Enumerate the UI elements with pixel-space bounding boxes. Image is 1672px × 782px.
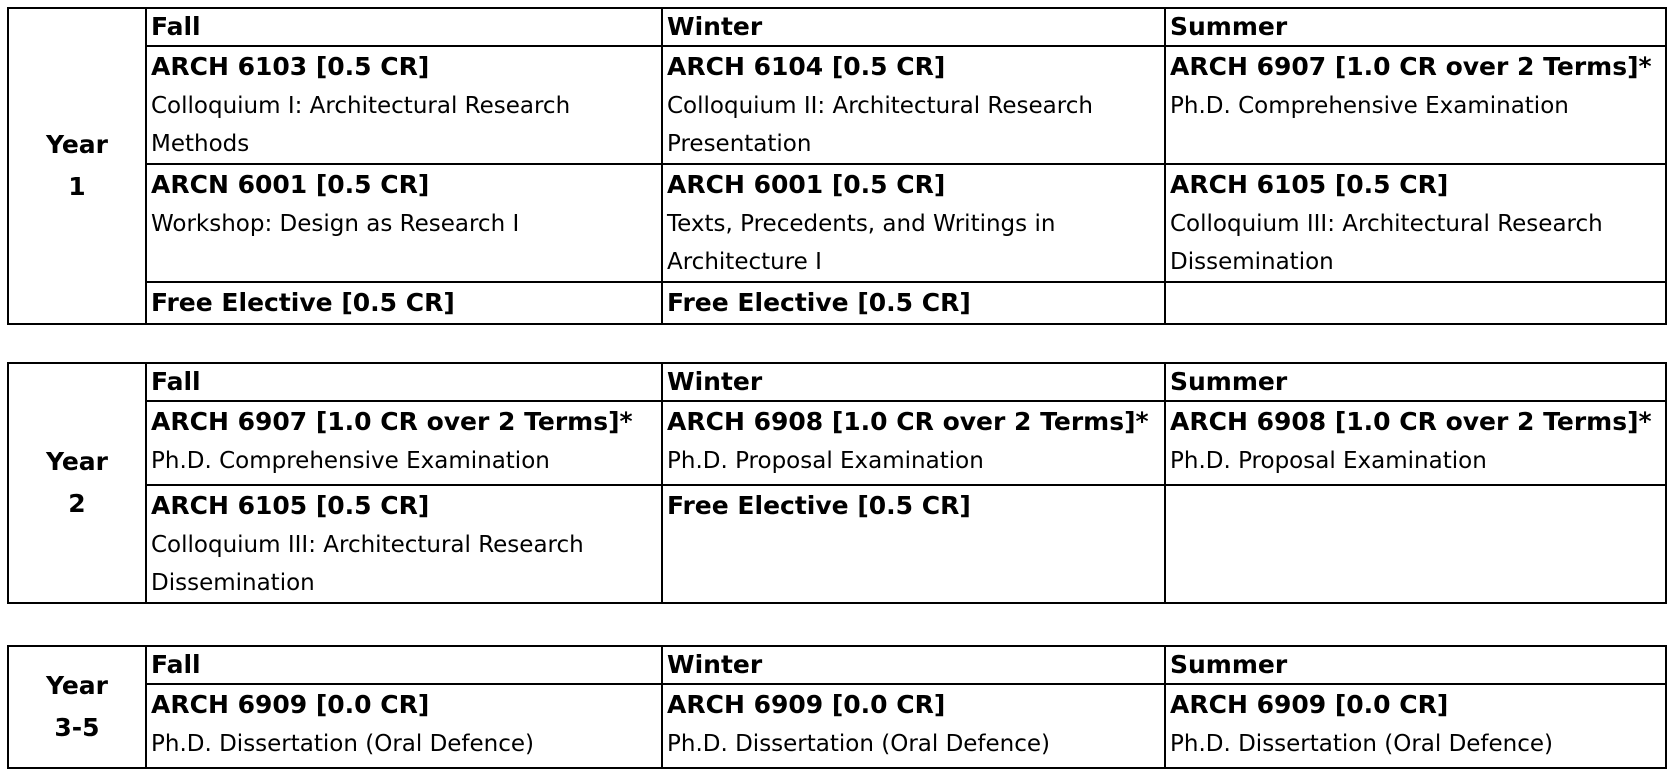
year-word: Year — [46, 671, 108, 700]
course-title: Ph.D. Comprehensive Examination — [151, 448, 550, 474]
course-cell — [662, 164, 1165, 282]
course-title: Ph.D. Dissertation (Oral Defence) — [667, 731, 1051, 757]
year-label — [8, 646, 146, 768]
course-title: Colloquium III: Architectural Research Dissemination — [151, 532, 584, 596]
course-cell — [662, 485, 1165, 603]
term-header-summer: Summer — [1165, 363, 1666, 401]
course-cell — [146, 485, 662, 603]
course-cell — [146, 164, 662, 282]
course-code: Free Elective [0.5 CR] — [667, 288, 971, 317]
empty-cell — [1165, 282, 1666, 324]
course-code: ARCH 6909 [0.0 CR] — [1170, 690, 1449, 719]
year-word: Year — [46, 447, 108, 476]
year-label — [8, 363, 146, 603]
empty-cell — [1165, 485, 1666, 603]
course-code: ARCH 6909 [0.0 CR] — [151, 690, 430, 719]
course-cell — [662, 282, 1165, 324]
course-cell — [662, 401, 1165, 485]
course-code: ARCH 6909 [0.0 CR] — [667, 690, 946, 719]
year-3-5-schedule-table — [7, 645, 1667, 769]
year-number: 2 — [68, 489, 86, 518]
course-row — [8, 485, 1666, 603]
course-code: ARCN 6001 [0.5 CR] — [151, 170, 430, 199]
term-header-winter: Winter — [662, 8, 1165, 46]
course-title: Ph.D. Comprehensive Examination — [1170, 93, 1569, 119]
term-header-summer: Summer — [1165, 8, 1666, 46]
course-code: ARCH 6908 [1.0 CR over 2 Terms]* — [1170, 407, 1652, 436]
course-cell — [662, 684, 1165, 768]
term-header-summer: Summer — [1165, 646, 1666, 684]
year-number: 3-5 — [54, 713, 100, 742]
course-code: ARCH 6104 [0.5 CR] — [667, 52, 946, 81]
course-row — [8, 46, 1666, 164]
year-2-schedule-table — [7, 362, 1667, 604]
course-cell — [1165, 164, 1666, 282]
course-code: Free Elective [0.5 CR] — [667, 491, 971, 520]
course-cell — [662, 46, 1165, 164]
course-code: ARCH 6105 [0.5 CR] — [151, 491, 430, 520]
course-cell — [146, 282, 662, 324]
course-title: Colloquium III: Architectural Research Dissemination — [1170, 211, 1603, 275]
course-title: Ph.D. Proposal Examination — [667, 448, 984, 474]
course-cell — [146, 46, 662, 164]
course-code: ARCH 6103 [0.5 CR] — [151, 52, 430, 81]
course-code: ARCH 6907 [1.0 CR over 2 Terms]* — [1170, 52, 1652, 81]
course-code: ARCH 6001 [0.5 CR] — [667, 170, 946, 199]
term-header-fall: Fall — [146, 646, 662, 684]
course-row — [8, 684, 1666, 768]
course-title: Workshop: Design as Research I — [151, 211, 520, 237]
year-1-schedule-table — [7, 7, 1667, 325]
course-cell — [146, 401, 662, 485]
term-header-row — [8, 363, 1666, 401]
year-word: Year — [46, 130, 108, 159]
course-cell — [146, 684, 662, 768]
course-cell — [1165, 46, 1666, 164]
course-title: Colloquium II: Architectural Research Presentation — [667, 93, 1093, 157]
year-number: 1 — [68, 172, 86, 201]
course-code: ARCH 6908 [1.0 CR over 2 Terms]* — [667, 407, 1149, 436]
course-row — [8, 401, 1666, 485]
term-header-winter: Winter — [662, 646, 1165, 684]
term-header-row — [8, 646, 1666, 684]
term-header-fall: Fall — [146, 363, 662, 401]
course-code: ARCH 6105 [0.5 CR] — [1170, 170, 1449, 199]
course-title: Ph.D. Dissertation (Oral Defence) — [151, 731, 535, 757]
course-code: Free Elective [0.5 CR] — [151, 288, 455, 317]
year-label — [8, 8, 146, 324]
course-code: ARCH 6907 [1.0 CR over 2 Terms]* — [151, 407, 633, 436]
term-header-row — [8, 8, 1666, 46]
course-row — [8, 282, 1666, 324]
course-title: Ph.D. Proposal Examination — [1170, 448, 1487, 474]
course-cell — [1165, 401, 1666, 485]
course-title: Colloquium I: Architectural Research Methods — [151, 93, 571, 157]
course-row — [8, 164, 1666, 282]
term-header-fall: Fall — [146, 8, 662, 46]
term-header-winter: Winter — [662, 363, 1165, 401]
course-cell — [1165, 684, 1666, 768]
course-title: Texts, Precedents, and Writings in Architecture I — [667, 211, 1056, 275]
course-title: Ph.D. Dissertation (Oral Defence) — [1170, 731, 1554, 757]
